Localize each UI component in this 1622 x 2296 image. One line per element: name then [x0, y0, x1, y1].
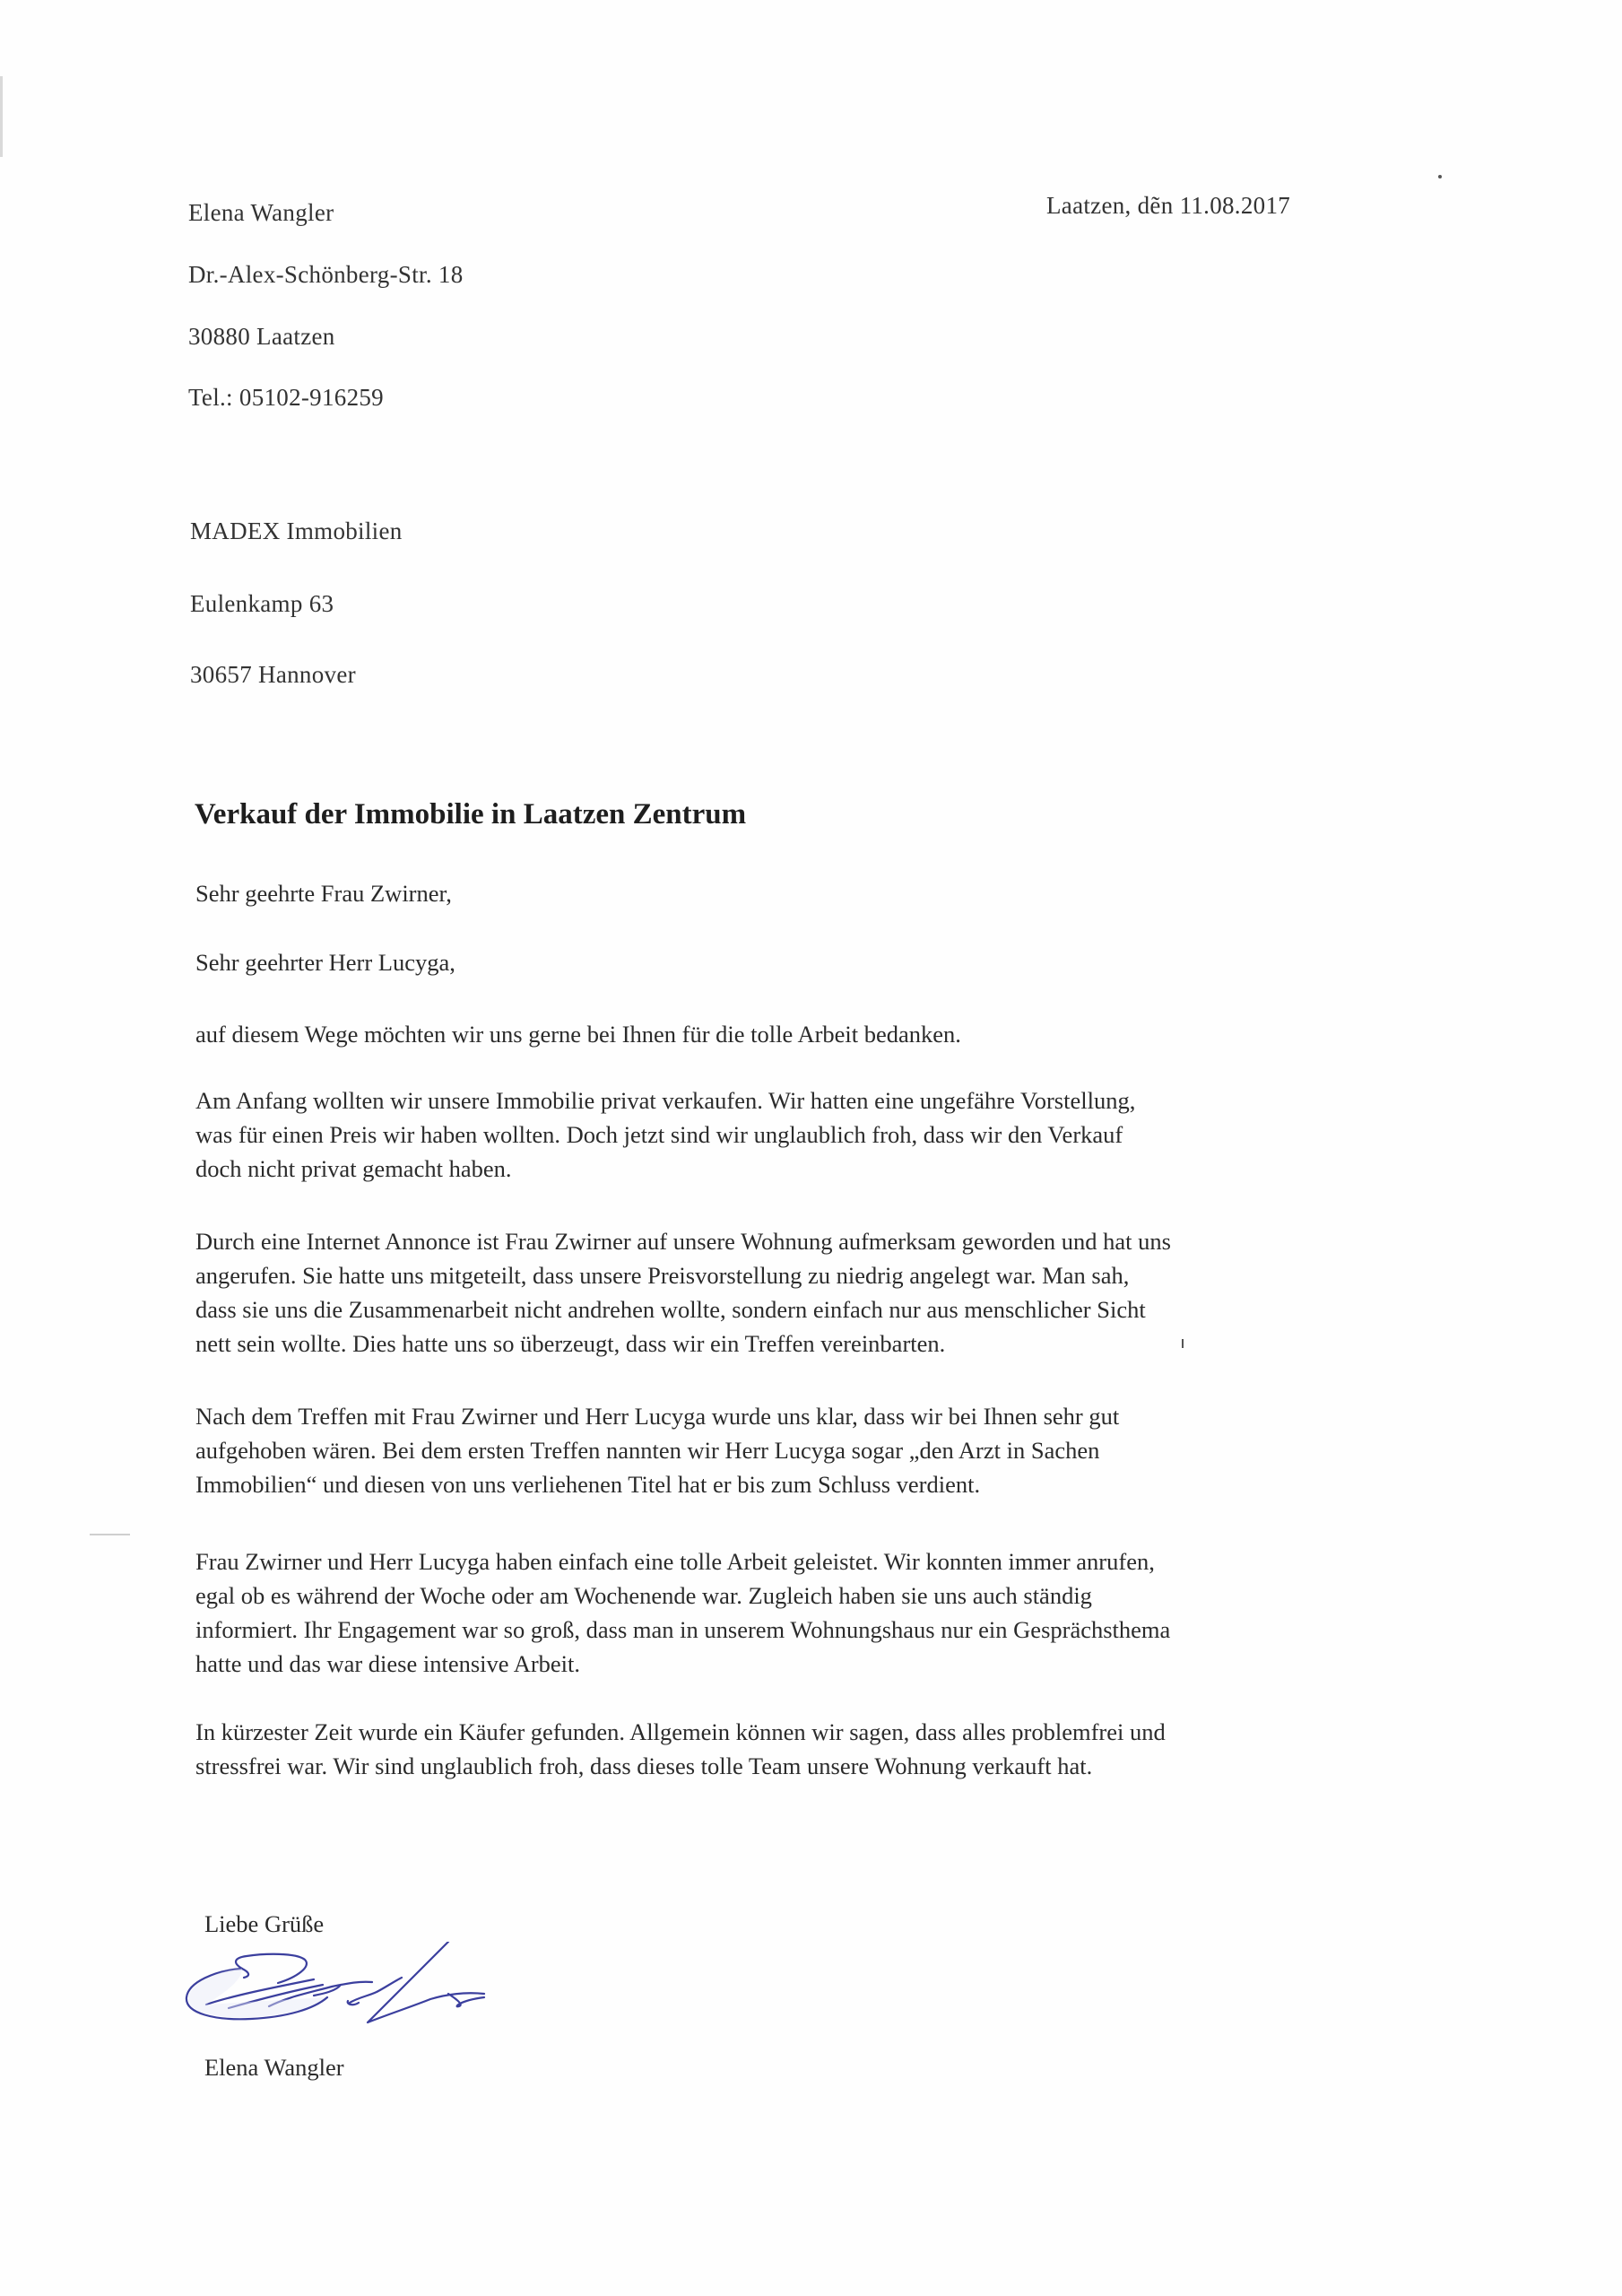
stray-pen-mark: [1182, 1339, 1184, 1348]
salutation-2: Sehr geehrter Herr Lucyga,: [195, 949, 455, 976]
paragraph-2: [195, 1083, 1135, 1186]
salutation-1: Sehr geehrte Frau Zwirner,: [195, 880, 452, 907]
date-line: Laatzen, dẽn 11.08.2017: [1046, 192, 1291, 219]
scan-dot-artifact: [1438, 175, 1442, 178]
paragraph-4: [195, 1399, 1119, 1501]
closing-text: Liebe Grüße: [204, 1910, 325, 1937]
scan-edge-artifact: [0, 76, 3, 157]
paragraph-line-text: nett sein wollte. Dies hatte uns so überzeugt, dass wir ein Treffen vereinbarten.: [195, 1330, 946, 1357]
paragraph-line: angerufen. Sie hatte uns mitgeteilt, dass unsere Preisvorstellung zu niedrig angelegt war. Man sah,: [195, 1262, 1130, 1289]
paragraph-line: stressfrei war. Wir sind unglaublich froh, dass dieses tolle Team unsere Wohnung verkauft hat.: [195, 1752, 1093, 1779]
sender-name: Elena Wangler: [188, 199, 334, 226]
paragraph-1: [195, 1017, 961, 1051]
paragraph-line: [195, 1326, 1171, 1361]
paragraph-line: Immobilien“ und diesen von uns verliehenen Titel hat er bis zum Schluss verdient.: [195, 1471, 981, 1498]
scan-dash-artifact: [90, 1534, 130, 1535]
paragraph-line: auf diesem Wege möchten wir uns gerne bei Ihnen für die tolle Arbeit bedanken.: [195, 1021, 961, 1048]
paragraph-line: Nach dem Treffen mit Frau Zwirner und Herr Lucyga wurde uns klar, dass wir bei Ihnen sehr gut: [195, 1403, 1120, 1430]
signed-name: Elena Wangler: [204, 2054, 344, 2081]
paragraph-3: [195, 1224, 1171, 1361]
paragraph-line: In kürzester Zeit wurde ein Käufer gefunden. Allgemein können wir sagen, dass alles problemfrei und: [195, 1718, 1166, 1745]
paragraph-line: aufgehoben wären. Bei dem ersten Treffen nannten wir Herr Lucyga sogar „den Arzt in Sachen: [195, 1437, 1100, 1464]
paragraph-line: Durch eine Internet Annonce ist Frau Zwirner auf unsere Wohnung aufmerksam geworden und hat uns: [195, 1228, 1171, 1255]
handwritten-signature-icon: [179, 1942, 502, 2040]
paragraph-line: dass sie uns die Zusammenarbeit nicht andrehen wollte, sondern einfach nur aus menschlicher Sicht: [195, 1296, 1146, 1323]
paragraph-line: doch nicht privat gemacht haben.: [195, 1155, 512, 1182]
paragraph-line: Am Anfang wollten wir unsere Immobilie privat verkaufen. Wir hatten eine ungefähre Vorstellung,: [195, 1087, 1136, 1114]
sender-phone: Tel.: 05102-916259: [188, 384, 384, 411]
paragraph-5: [195, 1544, 1170, 1681]
paragraph-line: Frau Zwirner und Herr Lucyga haben einfach eine tolle Arbeit geleistet. Wir konnten immer anrufen,: [195, 1548, 1155, 1575]
recipient-city: 30657 Hannover: [190, 661, 356, 688]
recipient-company: MADEX Immobilien: [190, 517, 403, 544]
paragraph-6: [195, 1715, 1166, 1783]
subject-heading: Verkauf der Immobilie in Laatzen Zentrum: [195, 798, 747, 831]
paragraph-line: was für einen Preis wir haben wollten. Doch jetzt sind wir unglaublich froh, dass wir den Verkauf: [195, 1121, 1123, 1148]
paragraph-line: hatte und das war diese intensive Arbeit.: [195, 1650, 581, 1677]
recipient-street: Eulenkamp 63: [190, 590, 334, 617]
sender-city: 30880 Laatzen: [188, 323, 335, 350]
paragraph-line: informiert. Ihr Engagement war so groß, dass man in unserem Wohnungshaus nur ein Gesprächsthema: [195, 1616, 1171, 1643]
paragraph-line: egal ob es während der Woche oder am Wochenende war. Zugleich haben sie uns auch ständig: [195, 1582, 1092, 1609]
sender-street: Dr.-Alex-Schönberg-Str. 18: [188, 261, 464, 288]
